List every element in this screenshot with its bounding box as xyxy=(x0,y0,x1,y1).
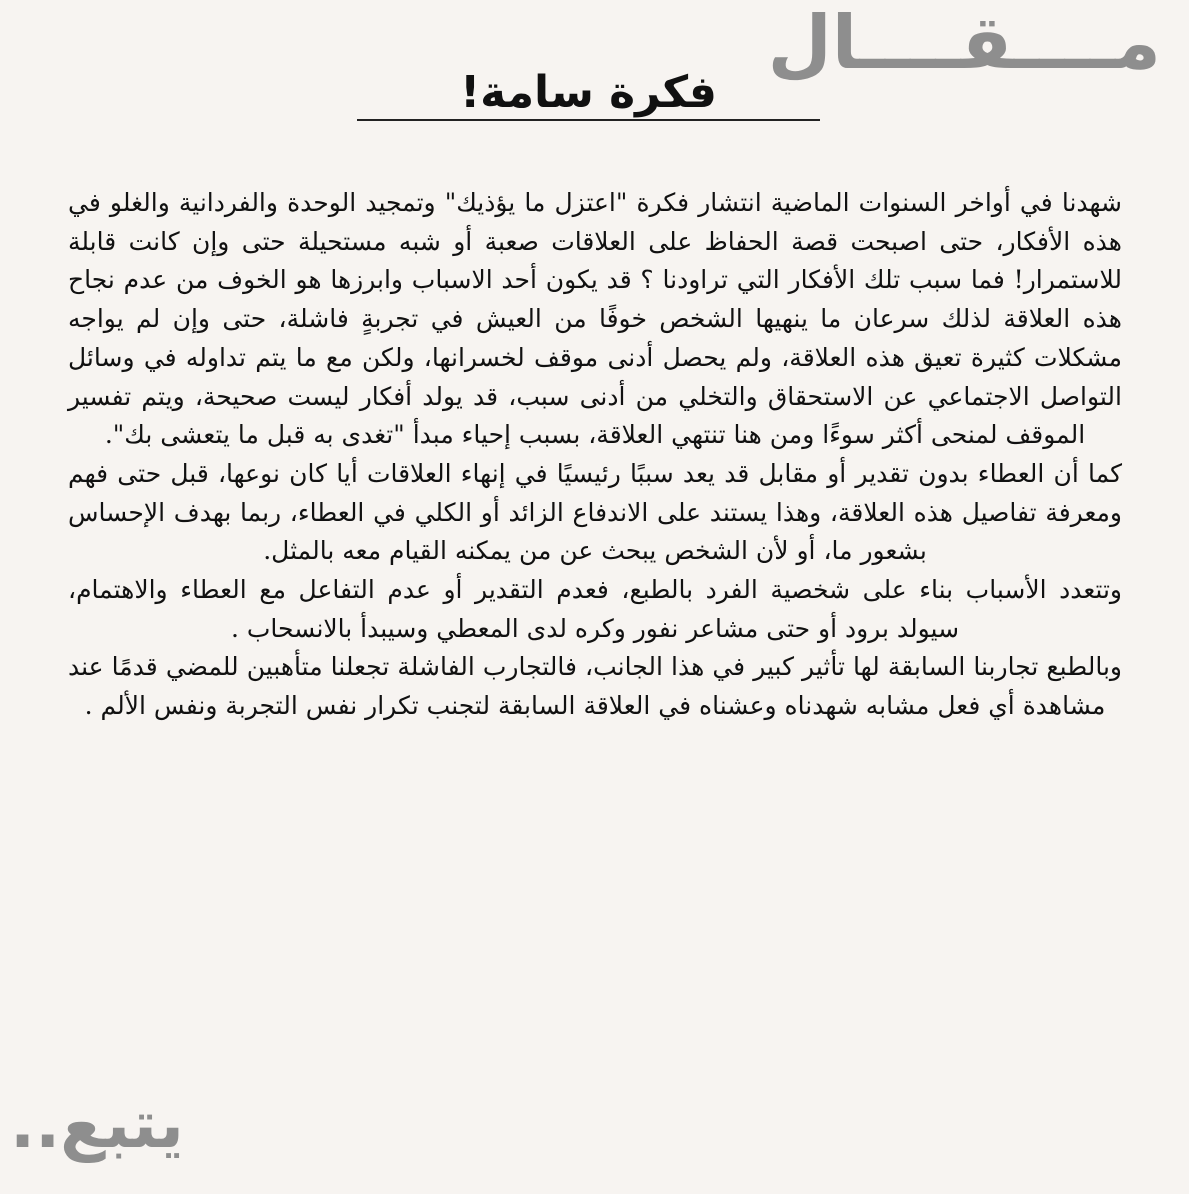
section-label: مــــقــــال xyxy=(767,0,1161,86)
article-title: فكرة سامة! xyxy=(460,67,717,118)
paragraph: وتتعدد الأسباب بناء على شخصية الفرد بالطبع، فعدم التقدير أو عدم التفاعل مع العطاء والاهتمام، سيولد برود أو حتى مشاعر نفور وكره لدى المعطي وسيبدأ بالانسحاب . xyxy=(68,575,1122,643)
paragraph: كما أن العطاء بدون تقدير أو مقابل قد يعد سببًا رئيسيًا في إنهاء العلاقات أيا كان نوعها، قبل حتى فهم ومعرفة تفاصيل هذه العلاقة، وهذا يستند على الاندفاع الزائد أو الكلي في العطاء، ربما بهدف الإحساس بشعور ما، أو لأن الشخص يبحث عن من يمكنه القيام معه بالمثل. xyxy=(68,458,1122,566)
paragraph: وبالطبع تجاربنا السابقة لها تأثير كبير في هذا الجانب، فالتجارب الفاشلة تجعلنا متأهبين للمضي قدمًا عند مشاهدة أي فعل مشابه شهدناه وعشناه في العلاقة السابقة لتجنب تكرار نفس التجربة ونفس الألم . xyxy=(68,652,1122,721)
paragraph: شهدنا في أواخر السنوات الماضية انتشار فكرة "اعتزل ما يؤذيك" وتمجيد الوحدة والفردانية والغلو في هذه الأفكار، حتى اصبحت قصة الحفاظ على العلاقات صعبة أو شبه مستحيلة حتى وإن كانت قابلة للاستمرار! فما سبب تلك الأفكار التي تراودنا ؟ قد يكون أحد الاسباب وابرزها هو الخوف من عدم نجاح هذه العلاقة لذلك سرعان ما ينهيها الشخص خوفًا من العيش في تجربةٍ فاشلة، حتى وإن لم يواجه مشكلات كثيرة تعيق هذه العلاقة، ولم يحصل أدنى موقف لخسرانها، ولكن مع ما يتم تداوله في وسائل التواصل الاجتماعي عن الاستحقاق والتخلي من أدنى سبب، قد يولد أفكار ليست صحيحة، ويتم تفسير الموقف لمنحى أكثر سوءًا ومن هنا تنتهي العلاقة، بسبب إحياء مبدأ "تغدى به قبل ما يتعشى بك". xyxy=(68,188,1122,450)
title-underline xyxy=(357,119,820,121)
to-be-continued-label: يتبع.. xyxy=(10,1086,184,1163)
article-body xyxy=(68,184,1122,726)
